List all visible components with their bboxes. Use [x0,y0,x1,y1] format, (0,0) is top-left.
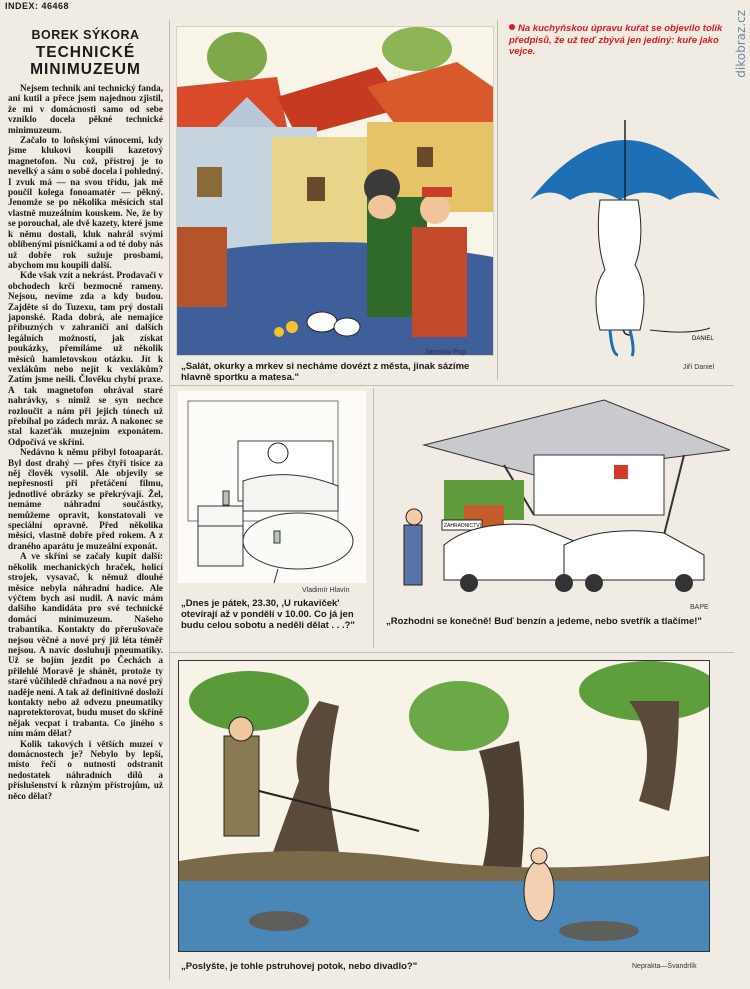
cartoon-credit: Neprakta—Švandrlík [632,963,697,970]
humor-note [509,23,734,58]
paragraph: Nedávno k němu přibyl fotoaparát. Byl dost drahý — přes čtyři tisíce za něj člověk vysolil. Ale objevily se nepřesnosti při přetáčení filmu, jednotlivé obrázky se překrývají. Žel, nemáme náhradní součástky, nemůžeme opravit, konstatovali ve speciální opravně. Před několika měsíci, vlastně dobře před rokem. A z draného aparátu je muzeální exponát. [8,447,163,551]
cartoon-credit: Vladimír Hlavín [302,587,350,594]
bed-illustration [178,391,366,583]
paragraph: Nejsem technik ani technický fanda, ani kutil a přece jsem najednou zjistil, že mi v domácnosti samo od sebe vzniklo docela pěkné technické minimuzeum. [8,83,163,135]
article-body [8,83,163,801]
village-illustration [177,27,493,355]
cartoon-village [176,26,494,356]
cartoon-gas-station [384,395,730,595]
cartoon-caption: „Dnes je pátek, 23.30, ,U rukaviček' otevírají až v pondělí v 10.00. Co já jen budu celou sobotu a neděli dělat . . .?" [181,598,355,631]
cartoon-caption: „Poslyšte, je tohle pstruhovej potok, nebo divadlo?" [181,961,418,972]
cartoon-credit: Jaroslav Pop [425,349,466,356]
column-divider [373,388,374,648]
cartoon-stream [178,660,710,952]
column-divider [169,20,170,980]
watermark: dikobraz.cz [734,10,748,78]
cartoon-umbrella [520,90,730,360]
paragraph: Kolik takových i větších muzeí v domácnostech je? Nebylo by lepší, místo řečí o nutnosti odstranit nedostatek náhradních dílů a příslušenství k různým přístrojům, už něco dělat? [8,738,163,801]
paragraph: Začalo to loňskými vánocemi, kdy jsme klukovi koupili kazetový magnetofon. Nu což, přístroj je to nevelký a sám o sobě docela i pohledný. I zvuk má — na svou třídu, jak mě poučil kolega fonoamatér — pěkný. Jenomže se po několika měsících stal vlastně muzeálním kouskem. Ne, že by se porouchal, ale dvě kazety, které jsme k němu dostali, kluk nahrál svými oblíbenými písničkami a od té doby nás už dobře rok sužuje prosbami, abychom mu koupili další. [8,135,163,270]
article-author: BOREK SÝKORA [31,28,140,42]
paragraph: Kde však vzít a nekrást. Prodavači v obchodech krčí bezmocně rameny. Nejsou, nevíme zda a kdy budou. Zajděte si do Tuzexu, tam prý dostali japonské. Rada dobrá, ale nemajíce příbuzných v zahraničí ani dalších legálních možností, jak získat poukázky, přemíláme už několik měsíců hamletovskou otázku. Jít k vexlákům nebo nejít k vexlákům? Zatím jsme nešli. Člověku chybí praxe. A tak magnetofon ohrával staré nahrávky, s nimiž se syn nechce rozloučit a nám při jejich tónech už přebíhal po zádech mráz. A nakonec se stal kazeťák muzejním exponátem. Odpočívá ve skříni. [8,270,163,447]
row-divider [169,652,734,653]
page-index: INDEX: 46468 [5,1,70,11]
bullet-icon [509,24,515,30]
cartoon-caption: „Salát, okurky a mrkev si necháme dovézt z města, jinak sázíme hlavně sportku a matesa." [181,361,470,383]
cartoon-credit: Jiří Daniel [683,364,715,371]
paragraph: A ve skříni se začaly kupit další: několik mechanických hraček, holicí strojek, vysavač, k němuž dlouhé měsíce nebyla náhradní hadice. Ale výčtem bych asi nudil. A navíc mám dalšího kandidáta pro své technické domácí minimuzeum. Našeho trabantíka. Kontakty do přerušovače nejsou věčné a nové prý již léta téměř nejsou. A navíc dosluhují pneumatiky. Už se bojím jezdit po Čechách a přilehlé Moravě je shánět, protože ty staré vůčihledě chřadnou a na nové prý naděje není. A tak až definitivně dosloží kontakty nebo až odvezu pneumatiky naprotektorovat, budu muset do skříně nějak vecpat i trabanta. Co jiného s ním mám dělat? [8,551,163,739]
sign-text: ZAHRADNICTVÍ [444,523,481,529]
article-column [8,14,163,801]
row-divider [169,385,734,386]
cartoon-bed [178,391,366,583]
cartoon-credit: BAPE [690,604,709,611]
cartoon-caption: „Rozhodni se konečně! Buď benzín a jedeme, nebo svetřík a tlačíme!" [386,616,702,627]
umbrella-illustration [520,90,730,360]
article-title: TECHNICKÉ MINIMUZEUM [30,44,141,78]
artist-signature: DANIEL [692,336,714,342]
note-text: Na kuchyňskou úpravu kuřat se objevilo tolik předpisů, že už teď zbývá jen jediný: kuře jako vejce. [509,23,723,57]
stream-illustration [179,661,709,951]
column-divider [497,20,498,380]
gas-station-illustration [384,395,730,595]
